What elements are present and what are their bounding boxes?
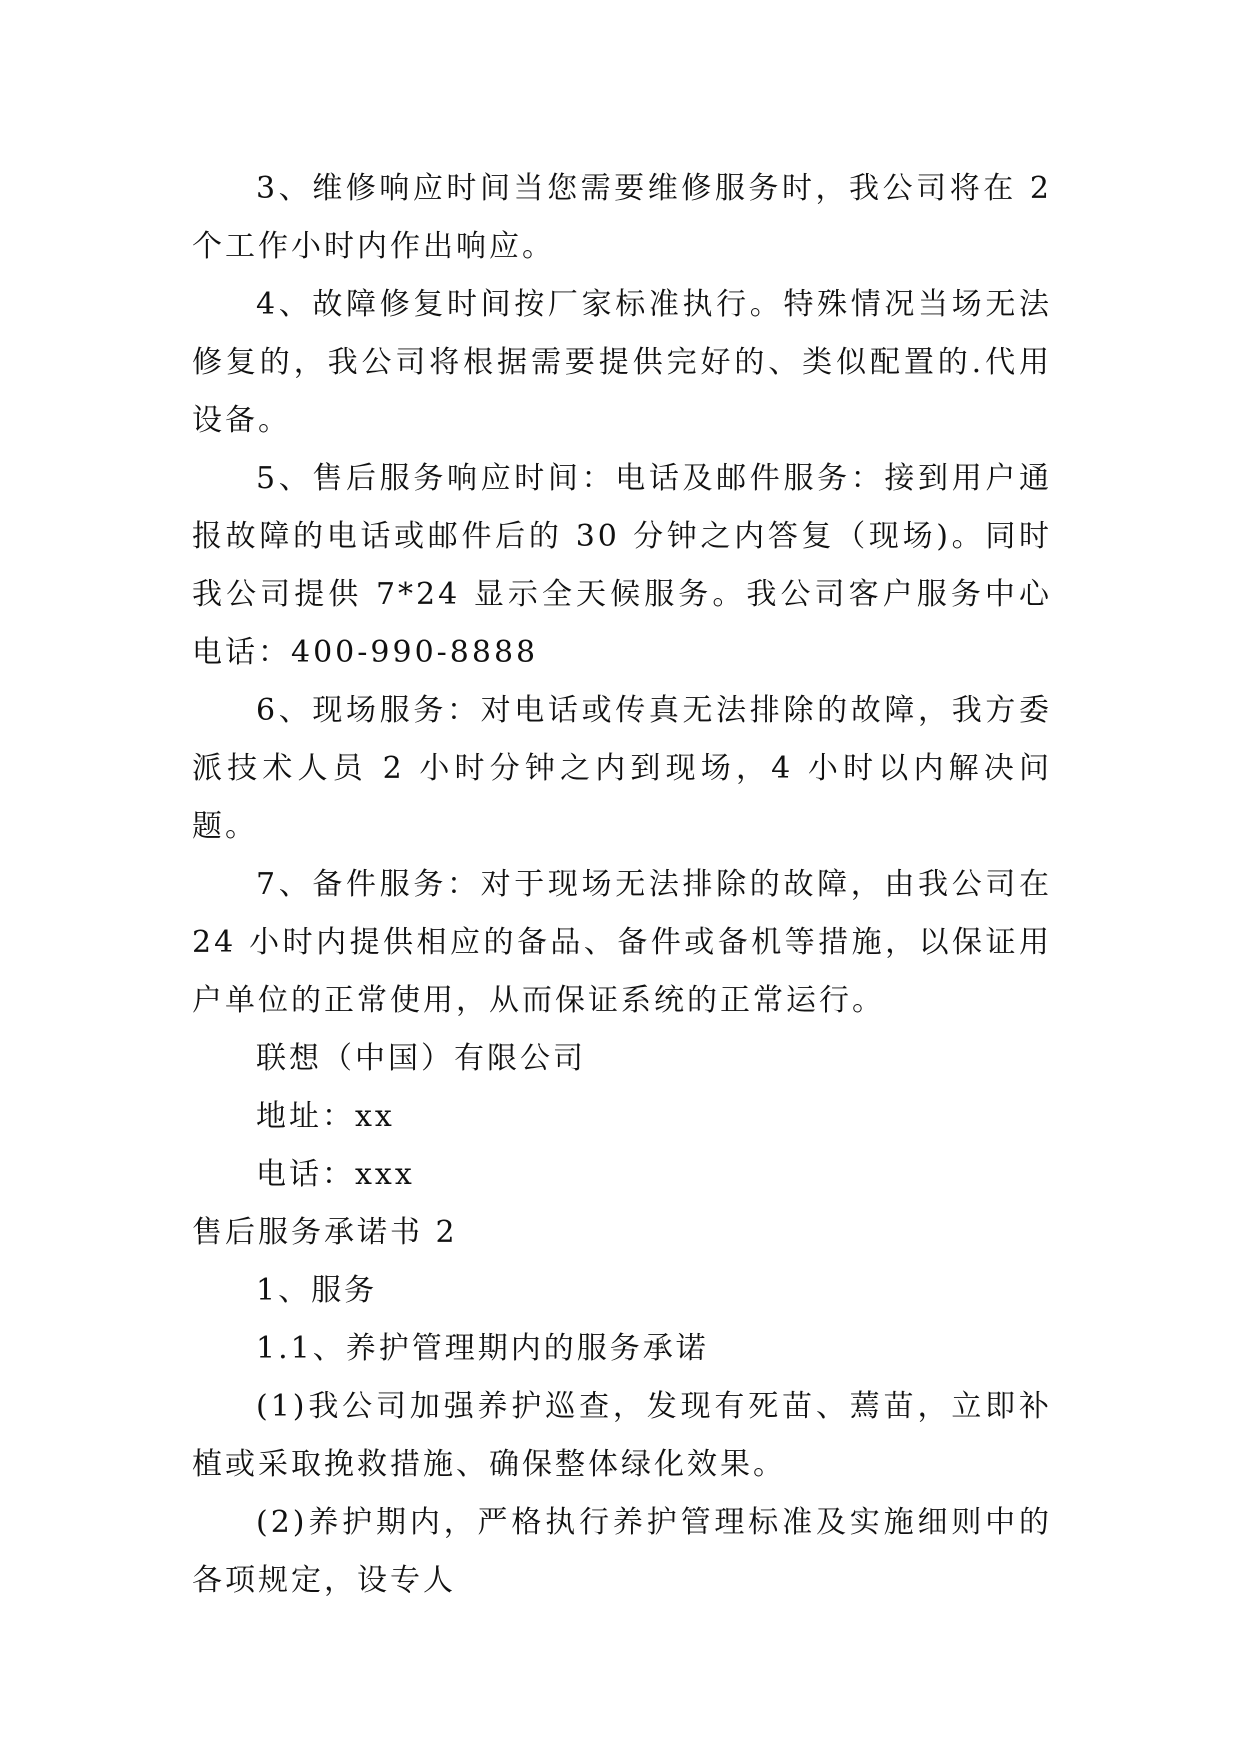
- section-title: 售后服务承诺书 2: [192, 1215, 458, 1250]
- paragraph-maintenance-standards: (2)养护期内，严格执行养护管理标准及实施细则中的各项规定，设专人: [192, 1505, 1052, 1598]
- paragraph-spare-parts: 7、备件服务：对于现场无法排除的故障，由我公司在 24 小时内提供相应的备品、备件或备机等措施，以保证用户单位的正常使用，从而保证系统的正常运行。: [192, 867, 1052, 1018]
- paragraph-onsite-service: 6、现场服务：对电话或传真无法排除的故障，我方委派技术人员 2 小时分钟之内到现场，4 小时以内解决问题。: [192, 693, 1052, 844]
- section-subheading-maintenance: 1.1、养护管理期内的服务承诺: [256, 1331, 709, 1366]
- paragraph-after-sales-response: 5、售后服务响应时间：电话及邮件服务：接到用户通报故障的电话或邮件后的 30 分钟之内答复（现场)。同时我公司提供 7*24 显示全天候服务。我公司客户服务中心电话：400-990-8888: [192, 461, 1052, 670]
- company-phone: 电话：xxx: [256, 1157, 415, 1192]
- company-name: 联想（中国）有限公司: [256, 1041, 586, 1076]
- company-address: 地址：xx: [256, 1099, 395, 1134]
- paragraph-repair-time: 4、故障修复时间按厂家标准执行。特殊情况当场无法修复的，我公司将根据需要提供完好的、类似配置的.代用设备。: [192, 287, 1052, 438]
- section-heading-service: 1、服务: [256, 1273, 378, 1308]
- document-body: [192, 160, 1052, 1610]
- paragraph-maintenance-patrol: (1)我公司加强养护巡查，发现有死苗、蔫苗，立即补植或采取挽救措施、确保整体绿化效果。: [192, 1389, 1052, 1482]
- paragraph-response-time: 3、维修响应时间当您需要维修服务时，我公司将在 2 个工作小时内作出响应。: [192, 171, 1052, 264]
